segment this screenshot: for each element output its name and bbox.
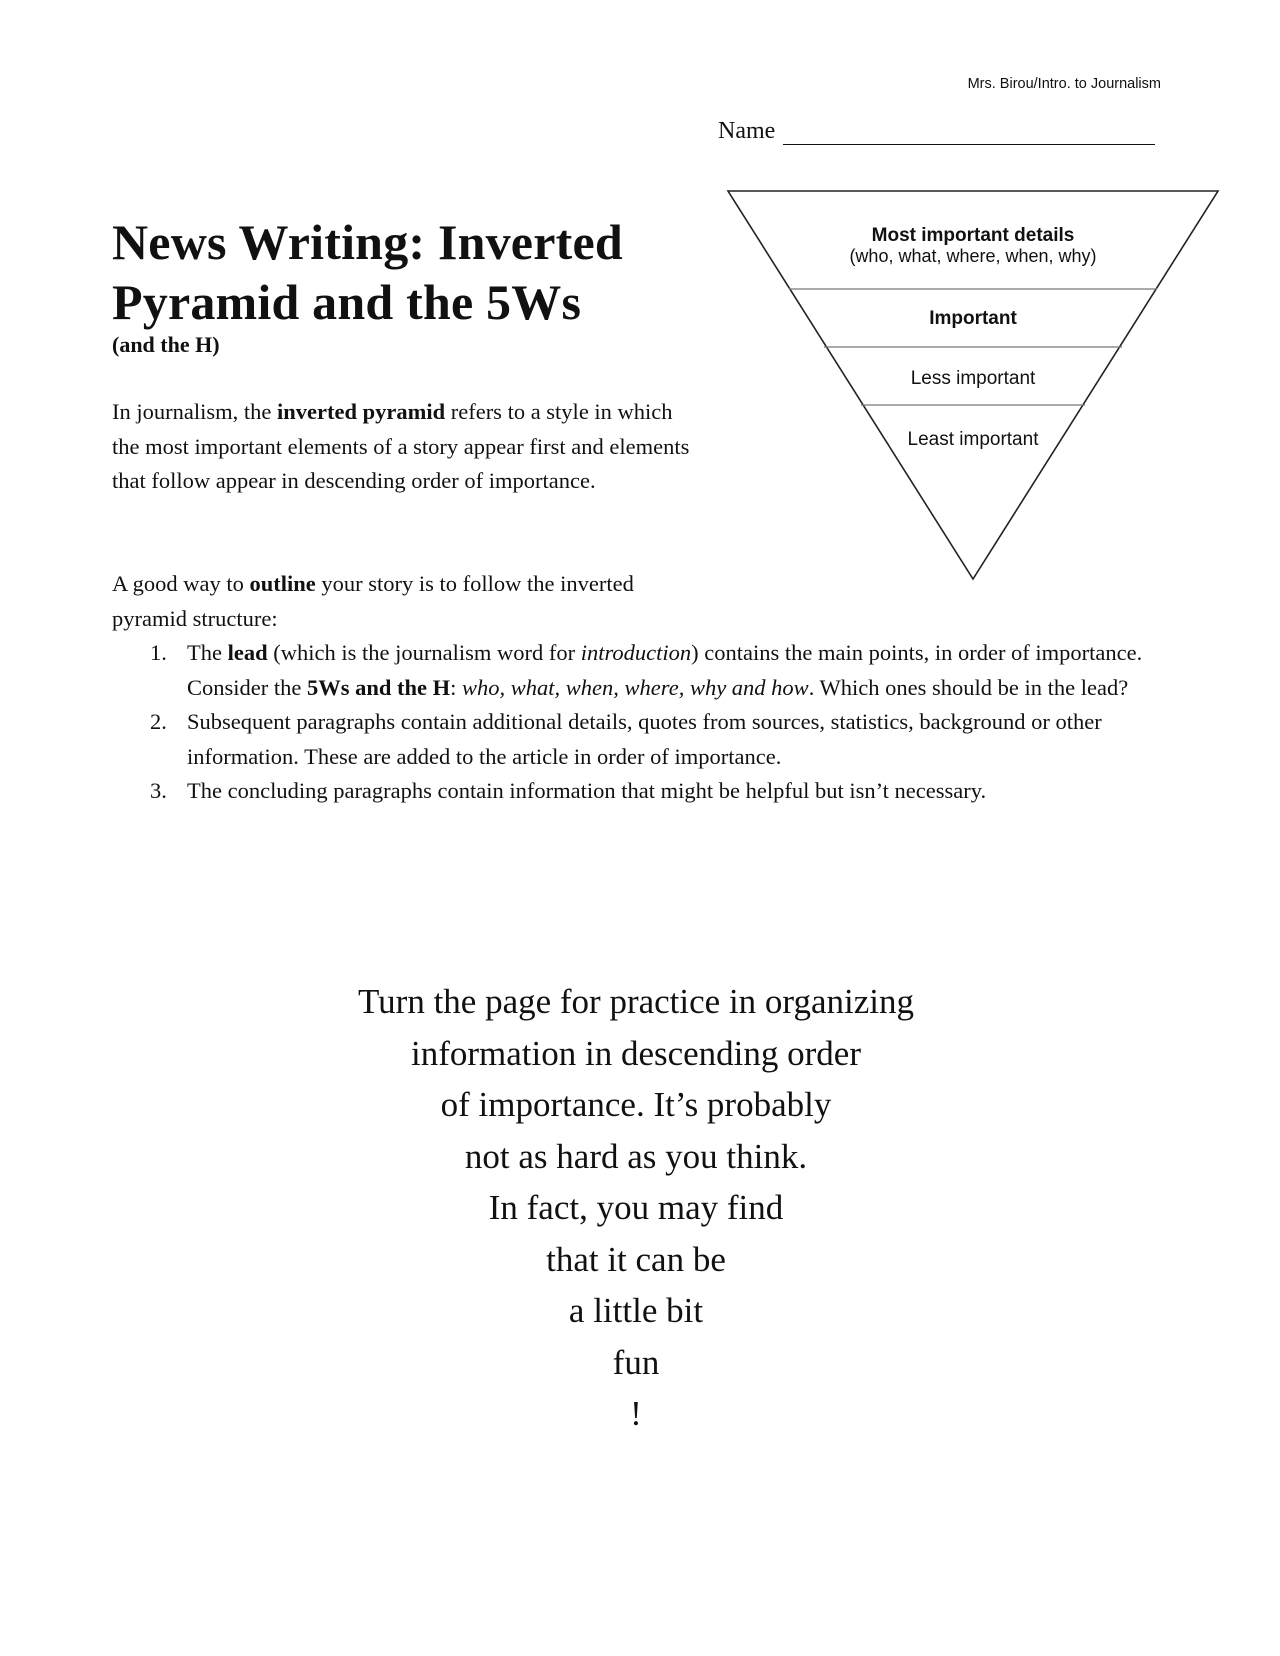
list-number: 1. xyxy=(150,640,167,665)
list-item xyxy=(112,636,1162,705)
outline-text-b: your story is to follow the inverted pyramid structure: xyxy=(112,571,634,631)
step1-term-lead: lead xyxy=(227,640,268,665)
step1-text-g: : xyxy=(450,674,463,700)
step1-term-5ws: 5Ws and the H xyxy=(306,674,451,700)
intro-text-a: In journalism, the xyxy=(112,399,277,424)
step1-question-words: who, what, when, where, why and how xyxy=(462,674,809,700)
step3-text: The concluding paragraphs contain information that might be helpful but isn’t necessary. xyxy=(187,778,987,803)
closing-message xyxy=(0,976,1272,1440)
intro-paragraph xyxy=(112,395,692,499)
closing-line: ! xyxy=(630,1394,642,1433)
course-note: Mrs. Birou/Intro. to Journalism xyxy=(967,76,1161,92)
title-line-1: News Writing: Inverted xyxy=(112,214,623,270)
closing-line: fun xyxy=(612,1342,660,1382)
pyramid-tier2-label: Important xyxy=(929,308,1017,329)
intro-term-inverted-pyramid: inverted pyramid xyxy=(276,399,446,424)
name-field[interactable] xyxy=(718,118,1155,145)
step1-text-e: ) contains the main points, in order of importance. Consider the xyxy=(187,640,1143,700)
list-item xyxy=(112,705,1162,774)
closing-line: not as hard as you think. xyxy=(464,1136,808,1176)
outline-text-a: A good way to xyxy=(112,571,250,596)
pyramid-tier4-label: Least important xyxy=(907,429,1039,450)
name-label: Name xyxy=(718,118,776,144)
closing-line: In fact, you may find xyxy=(488,1188,784,1227)
closing-line: of importance. It’s probably xyxy=(440,1085,832,1124)
outline-paragraph xyxy=(112,567,712,636)
list-number: 3. xyxy=(150,778,167,803)
closing-line: information in descending order xyxy=(410,1033,861,1073)
step1-term-introduction: introduction xyxy=(580,640,692,665)
pyramid-tier1-title: Most important details xyxy=(871,225,1075,246)
pyramid-tier1-subtitle: (who, what, where, when, why) xyxy=(849,246,1097,266)
closing-line: a little bit xyxy=(568,1291,704,1330)
steps-list xyxy=(112,636,1162,809)
step1-text-c: (which is the journalism word for xyxy=(267,640,581,665)
title-line-2: Pyramid and the 5Ws xyxy=(112,274,582,330)
list-number: 2. xyxy=(150,709,167,734)
step1-text-i: . Which ones should be in the lead? xyxy=(808,674,1129,700)
outline-term: outline xyxy=(249,571,316,596)
list-item xyxy=(112,774,1162,809)
closing-line: that it can be xyxy=(546,1239,726,1279)
intro-text-b: refers to a style in which the most important elements of a story appear first and elements that follow appear in descending order of importance. xyxy=(112,399,690,493)
step1-text-a: The xyxy=(187,640,228,665)
name-blank-line[interactable] xyxy=(783,122,1155,145)
pyramid-tier3-label: Less important xyxy=(910,368,1036,389)
closing-line: Turn the page for practice in organizing xyxy=(358,982,914,1021)
page-subtitle: (and the H) xyxy=(112,332,220,357)
inverted-pyramid-diagram xyxy=(726,188,1220,584)
step2-text: Subsequent paragraphs contain additional details, quotes from sources, statistics, background or other information. These are added to the article in order of importance. xyxy=(187,709,1102,769)
page-title xyxy=(112,212,623,332)
